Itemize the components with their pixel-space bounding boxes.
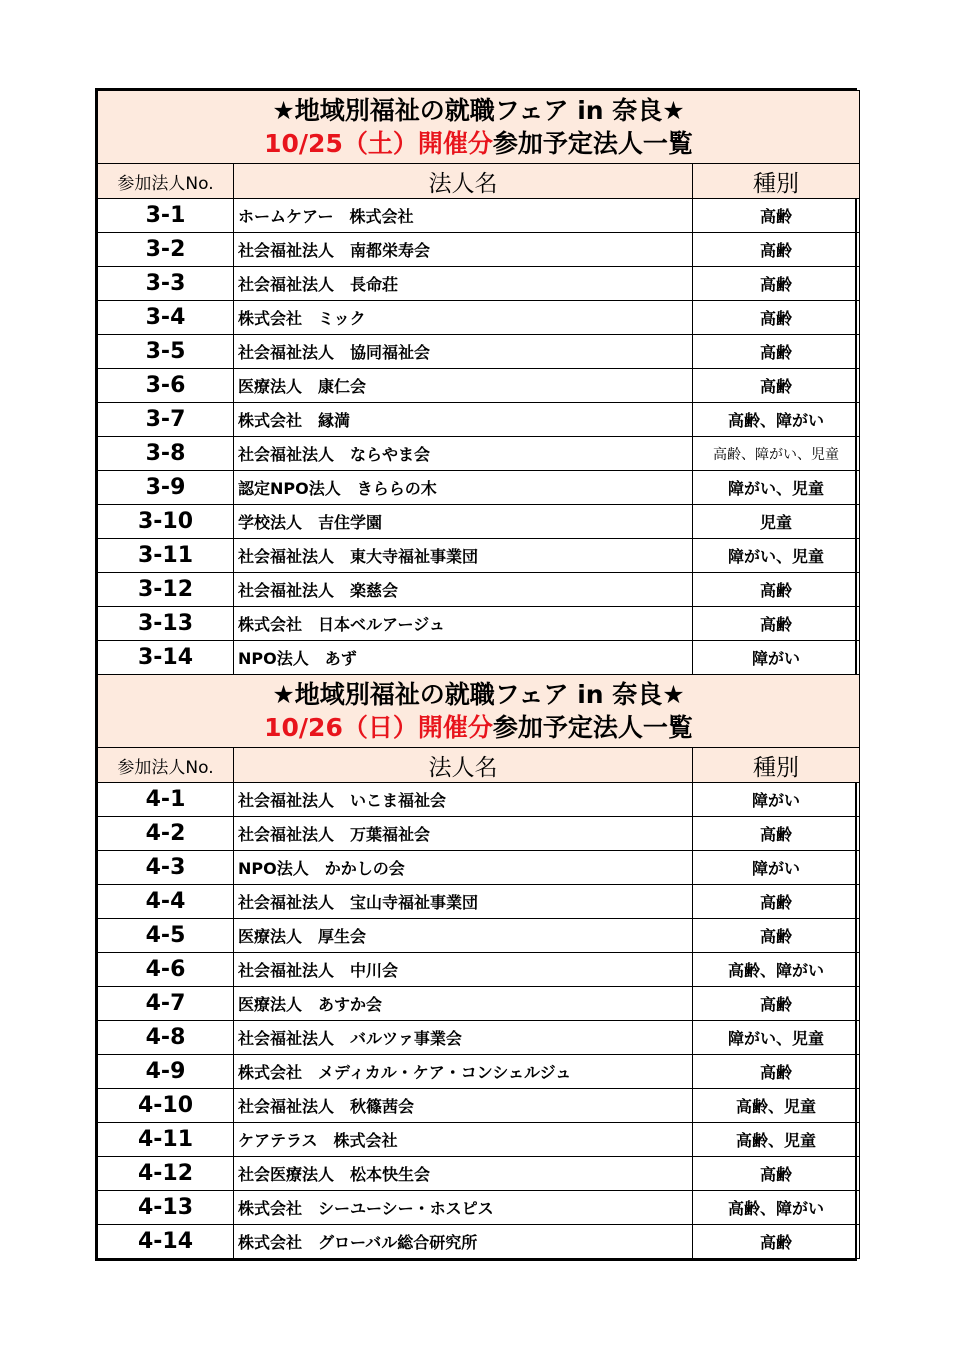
header-corporation-name: 法人名 <box>234 164 693 199</box>
participant-no: 3-8 <box>98 437 234 471</box>
participant-no: 4-14 <box>98 1225 234 1259</box>
category: 高齢 <box>693 987 860 1021</box>
participant-no: 4-4 <box>98 885 234 919</box>
category: 障がい <box>693 641 860 675</box>
category: 高齢、障がい、児童 <box>693 437 860 471</box>
category: 高齢 <box>693 573 860 607</box>
header-category: 種別 <box>693 748 860 783</box>
category: 高齢、障がい <box>693 1191 860 1225</box>
event-date: 10/25（土）開催分 <box>264 129 493 158</box>
corporation-name: 株式会社 縁満 <box>234 403 693 437</box>
table-row <box>98 335 860 369</box>
list-subtitle <box>98 127 859 160</box>
corporation-name: 社会福祉法人 バルツァ事業会 <box>234 1021 693 1055</box>
corporation-name: 社会福祉法人 中川会 <box>234 953 693 987</box>
category: 高齢 <box>693 199 860 233</box>
table-row <box>98 539 860 573</box>
table-row <box>98 471 860 505</box>
table-row <box>98 369 860 403</box>
fair-title: ★地域別福祉の就職フェア in 奈良★ <box>272 96 685 125</box>
category: 高齢、障がい <box>693 953 860 987</box>
corporation-name: 医療法人 康仁会 <box>234 369 693 403</box>
corporation-name: 社会福祉法人 長命荘 <box>234 267 693 301</box>
header-participant-no: 参加法人No. <box>98 748 234 783</box>
category: 高齢 <box>693 301 860 335</box>
header-participant-no: 参加法人No. <box>98 164 234 199</box>
fair-title: ★地域別福祉の就職フェア in 奈良★ <box>272 680 685 709</box>
table-row <box>98 817 860 851</box>
table-row <box>98 783 860 817</box>
category: 高齢 <box>693 1157 860 1191</box>
corporation-name: 株式会社 グローバル総合研究所 <box>234 1225 693 1259</box>
category: 高齢 <box>693 267 860 301</box>
participant-no: 4-2 <box>98 817 234 851</box>
section-title-banner <box>98 91 860 164</box>
participant-no: 4-8 <box>98 1021 234 1055</box>
category: 障がい <box>693 851 860 885</box>
table-row <box>98 573 860 607</box>
header-category: 種別 <box>693 164 860 199</box>
table-row <box>98 267 860 301</box>
participant-list-sheet <box>95 88 857 1261</box>
participant-no: 4-1 <box>98 783 234 817</box>
corporation-name: NPO法人 かかしの会 <box>234 851 693 885</box>
corporation-name: 社会福祉法人 楽慈会 <box>234 573 693 607</box>
corporation-name: 認定NPO法人 きららの木 <box>234 471 693 505</box>
table-row <box>98 641 860 675</box>
participant-no: 3-4 <box>98 301 234 335</box>
category: 高齢 <box>693 335 860 369</box>
participant-no: 4-5 <box>98 919 234 953</box>
category: 障がい、児童 <box>693 1021 860 1055</box>
participant-no: 3-1 <box>98 199 234 233</box>
participant-no: 4-3 <box>98 851 234 885</box>
list-subtitle <box>98 711 859 744</box>
participant-no: 4-11 <box>98 1123 234 1157</box>
corporation-name: 株式会社 日本ベルアージュ <box>234 607 693 641</box>
corporation-name: 社会福祉法人 南都栄寿会 <box>234 233 693 267</box>
table-row <box>98 403 860 437</box>
category: 高齢 <box>693 369 860 403</box>
category: 高齢 <box>693 919 860 953</box>
table-row <box>98 987 860 1021</box>
category: 障がい、児童 <box>693 539 860 573</box>
corporation-name: 社会福祉法人 宝山寺福祉事業団 <box>234 885 693 919</box>
category: 高齢 <box>693 1055 860 1089</box>
table-row <box>98 437 860 471</box>
participant-no: 3-6 <box>98 369 234 403</box>
corporation-name: ケアテラス 株式会社 <box>234 1123 693 1157</box>
corporation-name: 社会福祉法人 秋篠茜会 <box>234 1089 693 1123</box>
participant-no: 3-13 <box>98 607 234 641</box>
category: 高齢 <box>693 1225 860 1259</box>
corporation-name: 株式会社 メディカル・ケア・コンシェルジュ <box>234 1055 693 1089</box>
corporation-name: 社会福祉法人 いこま福祉会 <box>234 783 693 817</box>
corporation-name: 医療法人 あすか会 <box>234 987 693 1021</box>
table-row <box>98 1225 860 1259</box>
table-row <box>98 1055 860 1089</box>
participant-no: 3-12 <box>98 573 234 607</box>
table-row <box>98 885 860 919</box>
section-title-cell <box>98 675 860 748</box>
category: 高齢 <box>693 233 860 267</box>
list-title: 参加予定法人一覧 <box>492 713 693 742</box>
category: 障がい <box>693 783 860 817</box>
participant-no: 3-9 <box>98 471 234 505</box>
participant-no: 4-12 <box>98 1157 234 1191</box>
participant-no: 3-11 <box>98 539 234 573</box>
table-row <box>98 1089 860 1123</box>
category: 児童 <box>693 505 860 539</box>
corporation-name: 社会福祉法人 東大寺福祉事業団 <box>234 539 693 573</box>
participant-table <box>97 90 860 1259</box>
event-date: 10/26（日）開催分 <box>264 713 493 742</box>
table-row <box>98 607 860 641</box>
category: 高齢、児童 <box>693 1123 860 1157</box>
corporation-name: ホームケアー 株式会社 <box>234 199 693 233</box>
corporation-name: 社会福祉法人 万葉福祉会 <box>234 817 693 851</box>
table-row <box>98 233 860 267</box>
category: 高齢 <box>693 885 860 919</box>
participant-no: 3-14 <box>98 641 234 675</box>
corporation-name: 社会福祉法人 ならやま会 <box>234 437 693 471</box>
corporation-name: 社会福祉法人 協同福祉会 <box>234 335 693 369</box>
participant-no: 4-9 <box>98 1055 234 1089</box>
category: 高齢 <box>693 607 860 641</box>
table-row <box>98 301 860 335</box>
table-row <box>98 1191 860 1225</box>
participant-no: 3-7 <box>98 403 234 437</box>
participant-no: 3-10 <box>98 505 234 539</box>
table-row <box>98 1021 860 1055</box>
table-row <box>98 953 860 987</box>
category: 高齢 <box>693 817 860 851</box>
participant-no: 3-3 <box>98 267 234 301</box>
corporation-name: 学校法人 吉住学園 <box>234 505 693 539</box>
participant-no: 3-5 <box>98 335 234 369</box>
corporation-name: 社会医療法人 松本快生会 <box>234 1157 693 1191</box>
corporation-name: 株式会社 ミック <box>234 301 693 335</box>
table-row <box>98 199 860 233</box>
corporation-name: 医療法人 厚生会 <box>234 919 693 953</box>
table-row <box>98 919 860 953</box>
section-title-banner <box>98 675 860 748</box>
section-title-cell <box>98 91 860 164</box>
table-header-row <box>98 164 860 199</box>
list-title: 参加予定法人一覧 <box>492 129 693 158</box>
table-row <box>98 851 860 885</box>
table-row <box>98 1123 860 1157</box>
table-row <box>98 505 860 539</box>
category: 障がい、児童 <box>693 471 860 505</box>
participant-no: 4-13 <box>98 1191 234 1225</box>
category: 高齢、児童 <box>693 1089 860 1123</box>
participant-no: 4-6 <box>98 953 234 987</box>
table-header-row <box>98 748 860 783</box>
participant-no: 4-7 <box>98 987 234 1021</box>
corporation-name: 株式会社 シーユーシー・ホスピス <box>234 1191 693 1225</box>
corporation-name: NPO法人 あず <box>234 641 693 675</box>
participant-no: 3-2 <box>98 233 234 267</box>
table-row <box>98 1157 860 1191</box>
header-corporation-name: 法人名 <box>234 748 693 783</box>
category: 高齢、障がい <box>693 403 860 437</box>
participant-no: 4-10 <box>98 1089 234 1123</box>
